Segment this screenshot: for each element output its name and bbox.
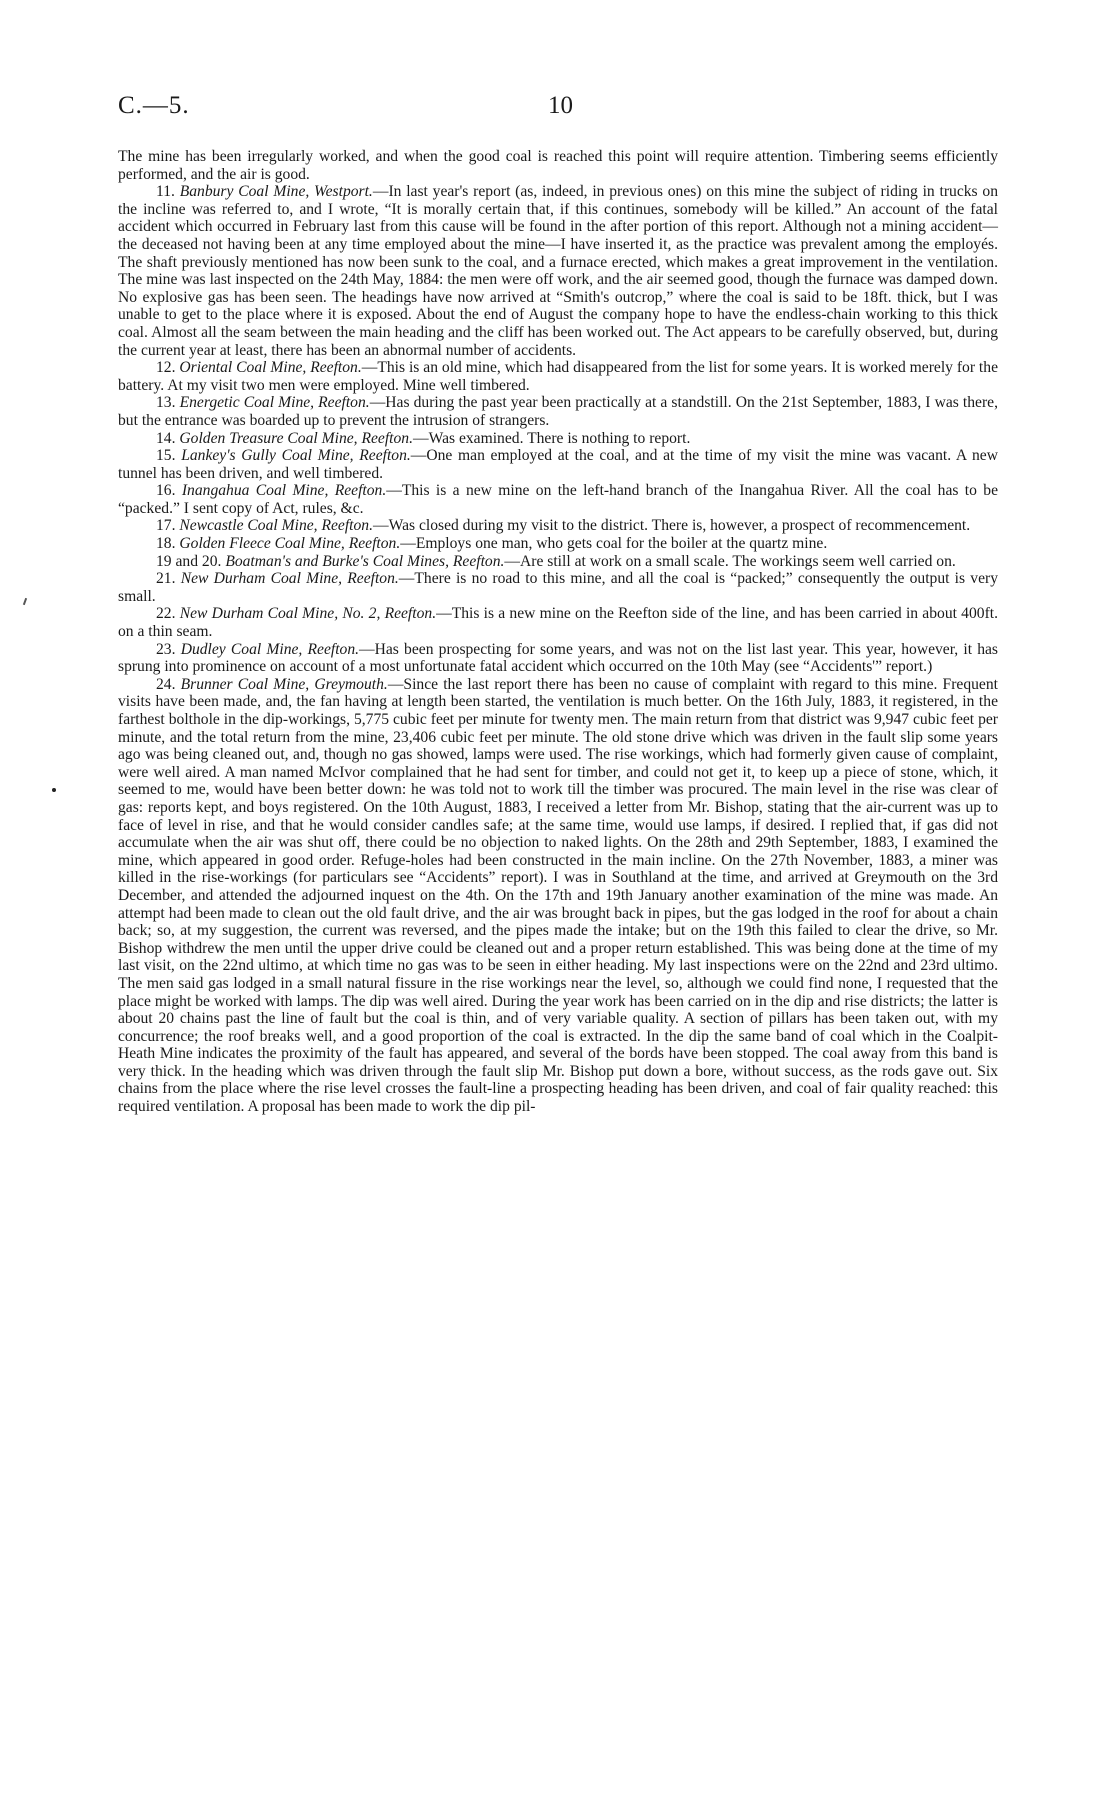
mine-entry-13 <box>118 394 998 429</box>
mine-entry-16 <box>118 482 998 517</box>
mine-title: Banbury Coal Mine, Westport. <box>179 183 373 201</box>
mine-title: Brunner Coal Mine, Greymouth. <box>180 675 388 693</box>
mine-title: Golden Treasure Coal Mine, Reefton. <box>179 429 413 447</box>
entry-text: —Was examined. There is nothing to report. <box>413 429 691 447</box>
document-reference: C.—5. <box>118 92 190 119</box>
entry-number: 21. <box>156 570 176 588</box>
entry-number: 24. <box>156 675 176 693</box>
entry-number: 11. <box>156 183 175 201</box>
entry-number: 16. <box>156 482 176 500</box>
mine-entry-15 <box>118 447 998 482</box>
mine-title: New Durham Coal Mine, No. 2, Reefton. <box>179 605 437 623</box>
report-body <box>118 148 998 1116</box>
mine-entry-21 <box>118 570 998 605</box>
mine-title: Newcastle Coal Mine, Reefton. <box>179 517 373 535</box>
entry-text: —This is a new mine on the Reefton side of the line, and has been carried in about 400ft. on a thin seam. <box>118 605 998 641</box>
entry-text: —Since the last report there has been no cause of complaint with regard to this mine. Frequent visits have been made, and, the fan having at length been started, the ventilation is much better. On the 16th July, 1883, it registered, in the farthest bolthole in the dip-workings, 5,775 cubic feet per minute for twenty men. The main return from that district was 9,947 cubic feet per minute, and the total return from the mine, 23,406 cubic feet per minute. The old stone drive which was driven in the fault slip some years ago was being cleaned out, and, though no gas showed, lamps were used. The rise workings, which had formerly given cause of complaint, were well aired. A man named McIvor complained that he had sent for timber, and could not get it, to keep up a piece of stone, which, it seemed to me, would have been better down: he was told not to work till the timber was procured. The main level in the rise was clear of gas: reports kept, and boys registered. On the 10th August, 1883, I received a letter from Mr. Bishop, stating that the air-current was up to face of level in rise, and that he would consider candles safe; at the same time, would use lamps, if desired. I replied that, if gas did not accumulate when the air was shut off, there could be no objection to naked lights. On the 28th and 29th September, 1883, I examined the mine, which appeared in good order. Refuge-holes had been constructed in the main incline. On the 27th November, 1883, a miner was killed in the rise-workings (for particulars see “Accidents” report). I was in Southland at the time, and arrived at Greymouth on the 3rd December, and attended the adjourned inquest on the 4th. On the 17th and 19th January another examination of the mine was made. An attempt had been made to clean out the old fault drive, and the air was brought back in pipes, but the gas lodged in the roof for about a chain back; so, at my suggestion, the current was reversed, and the pipes made the intake; but on the 19th this failed to clear the drive, so Mr. Bishop withdrew the men until the upper drive could be cleaned out and a proper return established. This was being done at the time of my last visit, on the 22nd ultimo, at which time no gas was to be seen in either heading. My last inspections were on the 22nd and 23rd ultimo. The men said gas lodged in a small natural fissure in the rise workings near the level, so, although we could find none, I requested that the place might be worked with lamps. The dip was well aired. During the year work has been carried on in the dip and rise districts; the latter is about 20 chains past the line of fault but the coal is thin, and of very variable quality. A section of pillars has been taken out, with my concurrence; the roof breaks well, and a good proportion of the coal is extracted. In the dip the same band of coal which in the Coalpit-Heath Mine indicates the proximity of the fault has appeared, and several of the bords have been stopped. The coal away from this band is very thick. In the heading which was driven through the fault slip Mr. Bishop put down a bore, without success, as the rods gave out. Six chains from the place where the rise level crosses the fault-line a prospecting heading has been driven, and coal of fair quality reached: this required ventilation. A proposal has been made to work the dip pil- <box>118 675 998 1116</box>
page-header <box>118 92 998 132</box>
entry-number: 17. <box>156 517 176 535</box>
mine-entry-11 <box>118 183 998 359</box>
entry-number: 18. <box>156 535 176 553</box>
intro-paragraph: The mine has been irregularly worked, and when the good coal is reached this point will require attention. Timbering seems efficiently performed, and the air is good. <box>118 148 998 183</box>
entry-number: 19 and 20. <box>156 552 222 570</box>
mine-entry-14 <box>118 430 998 448</box>
mine-title: Oriental Coal Mine, Reefton. <box>179 359 362 377</box>
entry-text: —Was closed during my visit to the district. There is, however, a prospect of recommencement. <box>373 517 971 535</box>
entry-number: 12. <box>156 359 176 377</box>
entry-text: —This is a new mine on the left-hand branch of the Inangahua River. All the coal has to be “packed.” I sent copy of Act, rules, &c. <box>118 482 999 517</box>
entry-text: —In last year's report (as, indeed, in previous ones) on this mine the subject of riding in trucks on the incline was referred to, and I wrote, “It is morally certain that, if this continues, somebody will be killed.” An account of the fatal accident which occurred in February last from this cause will be found in the after portion of this report. Although not a mining accident—the deceased not having been at any time employed about the mine—I have inserted it, as the practice was prevalent among the employés. The shaft previously mentioned has now been sunk to the coal, and a furnace erected, which makes a great improvement in the ventilation. The mine was last inspected on the 24th May, 1884: the men were off work, and the air seemed good, though the furnace was damped down. No explosive gas has been seen. The headings have now arrived at “Smith's outcrop,” where the coal is said to be 18ft. thick, but I was unable to get to the place where it is exposed. About the end of August the company hope to have the endless-chain working to this thick coal. Almost all the seam between the main heading and the cliff has been worked out. The Act appears to be carefully observed, but, during the current year at least, there has been an abnormal number of accidents. <box>118 183 999 359</box>
mine-entry-24 <box>118 676 998 1116</box>
mine-entry-22 <box>118 605 998 640</box>
page-number: 10 <box>548 92 573 119</box>
entry-text: —One man employed at the coal, and at the time of my visit the mine was vacant. A new tunnel has been driven, and well timbered. <box>118 447 998 482</box>
entry-text: —Employs one man, who gets coal for the boiler at the quartz mine. <box>400 535 828 553</box>
margin-dot <box>52 788 56 792</box>
mine-entry-17 <box>118 517 998 535</box>
margin-mark <box>23 598 27 605</box>
entry-number: 14. <box>156 429 176 447</box>
entry-text: —This is an old mine, which had disappeared from the list for some years. It is worked merely for the battery. At my visit two men were employed. Mine well timbered. <box>118 359 998 394</box>
mine-title: Lankey's Gully Coal Mine, Reefton. <box>181 447 411 465</box>
mine-entry-19-20 <box>118 553 998 571</box>
entry-text: —Are still at work on a small scale. The workings seem well carried on. <box>504 552 956 570</box>
mine-title: Golden Fleece Coal Mine, Reefton. <box>179 535 401 553</box>
mine-entry-18 <box>118 535 998 553</box>
entry-number: 15. <box>156 447 176 465</box>
entry-text: —There is no road to this mine, and all the coal is “packed;” consequently the output is very small. <box>118 570 998 605</box>
mine-title: Inangahua Coal Mine, Reefton. <box>181 482 387 500</box>
entry-number: 23. <box>156 640 176 658</box>
entry-text: —Has been prospecting for some years, and was not on the list last year. This year, however, it has sprung into prominence on account of a most unfortunate fatal accident which occurred on the 10th May (see “Accidents'” report.) <box>118 640 998 676</box>
mine-title: New Durham Coal Mine, Reefton. <box>180 570 399 588</box>
entry-text: —Has during the past year been practically at a standstill. On the 21st September, 1883, I was there, but the entrance was boarded up to prevent the intrusion of strangers. <box>118 394 998 429</box>
mine-title: Energetic Coal Mine, Reefton. <box>179 394 370 412</box>
mine-entry-23 <box>118 641 998 676</box>
entry-number: 13. <box>156 394 176 412</box>
entry-number: 22. <box>156 605 176 623</box>
mine-title: Dudley Coal Mine, Reefton. <box>180 640 360 658</box>
mine-entry-12 <box>118 359 998 394</box>
mine-title: Boatman's and Burke's Coal Mines, Reefton. <box>225 552 505 570</box>
